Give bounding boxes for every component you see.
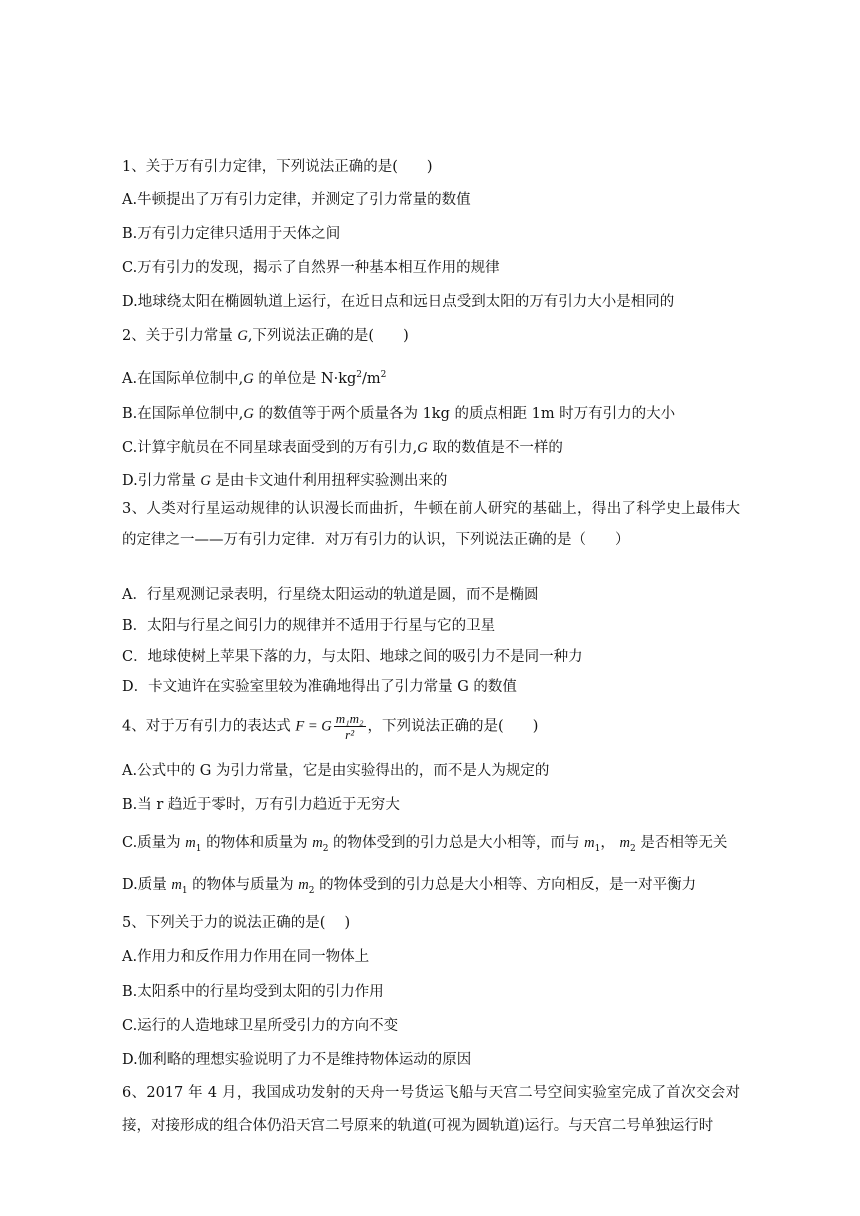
question-6-stem: 6、2017 年 4 月，我国成功发射的天舟一号货运飞船与天宫二号空间实验室完成了首次交会对接，对接形成的组合体仍沿天宫二号原来的轨道(可视为圆轨道)运行。与天宫二号单独运行时 [122,1085,740,1134]
question-3-stem: 3、人类对行星运动规律的认识漫长而曲折，牛顿在前人研究的基础上，得出了科学史上最伟大的定律之一——万有引力定律．对万有引力的认识，下列说法正确的是（ ） [122,501,740,548]
question-5-stem: 5、下列关于力的说法正确的是( ) [122,915,351,931]
question-3-option-d: D．卡文迪许在实验室里较为准确地得出了引力常量 G 的数值 [122,679,517,695]
question-1-option-b: B.万有引力定律只适用于天体之间 [122,226,341,242]
question-3-option-c: C．地球使树上苹果下落的力，与太阳、地球之间的吸引力不是同一种力 [122,649,583,665]
question-1-option-d: D.地球绕太阳在椭圆轨道上运行，在近日点和远日点受到太阳的万有引力大小是相同的 [122,294,675,310]
question-5-option-c: C.运行的人造地球卫星所受引力的方向不变 [122,1018,399,1034]
question-2-option-c: C.计算宇航员在不同星球表面受到的万有引力,G 取的数值是不一样的 [122,440,563,456]
formula-numerator: m₁m₂ [335,711,364,726]
question-1-option-c: C.万有引力的发现，揭示了自然界一种基本相互作用的规律 [122,260,500,276]
question-2-option-b: B.在国际单位制中,G 的数值等于两个质量各为 1kg 的质点相距 1m 时万有引力的大小 [122,406,676,422]
question-4-stem: 4、对于万有引力的表达式 F = G $\frac{\text{m₁m₂}}{\text{r²}}$ ，下列说法正确的是( ) [122,711,539,742]
formula-lhs: F [295,718,305,735]
question-4-option-c: C.质量为 $m_1$ 的物体和质量为 $m_2$ 的物体受到的引力总是大小相等，而与 $m_1$， $m_2$ 是否相等无关 [122,835,728,854]
question-2-stem: 2、关于引力常量 G,下列说法正确的是( ) [122,328,409,344]
question-5-option-a: A.作用力和反作用力作用在同一物体上 [122,949,370,965]
question-3-option-b: B．太阳与行星之间引力的规律并不适用于行星与它的卫星 [122,618,496,634]
question-3-option-a: A．行星观测记录表明，行星绕太阳运动的轨道是圆，而不是椭圆 [122,587,539,603]
question-2-option-d: D.引力常量 G 是由卡文迪什利用扭秤实验测出来的 [122,473,448,489]
question-5-option-d: D.伽利略的理想实验说明了力不是维持物体运动的原因 [122,1052,472,1068]
gravitation-formula-fraction [334,711,366,742]
question-1-option-a: A.牛顿提出了万有引力定律，并测定了引力常量的数值 [122,192,471,208]
question-4-option-a: A.公式中的 G 为引力常量，它是由实验得出的，而不是人为规定的 [122,763,550,779]
question-4-option-d: D.质量 $m_1$ 的物体与质量为 $m_2$ 的物体受到的引力总是大小相等、方向相反，是一对平衡力 [122,877,697,896]
question-4-option-b: B.当 r 趋近于零时，万有引力趋近于无穷大 [122,797,400,813]
question-5-option-b: B.太阳系中的行星均受到太阳的引力作用 [122,984,384,1000]
question-2-option-a: A.在国际单位制中,G 的单位是 $N\cdot kg^2/m^2$ [122,370,387,387]
formula-denominator: r² [345,727,355,742]
question-1-stem: 1、关于万有引力定律，下列说法正确的是( ) [122,159,433,175]
